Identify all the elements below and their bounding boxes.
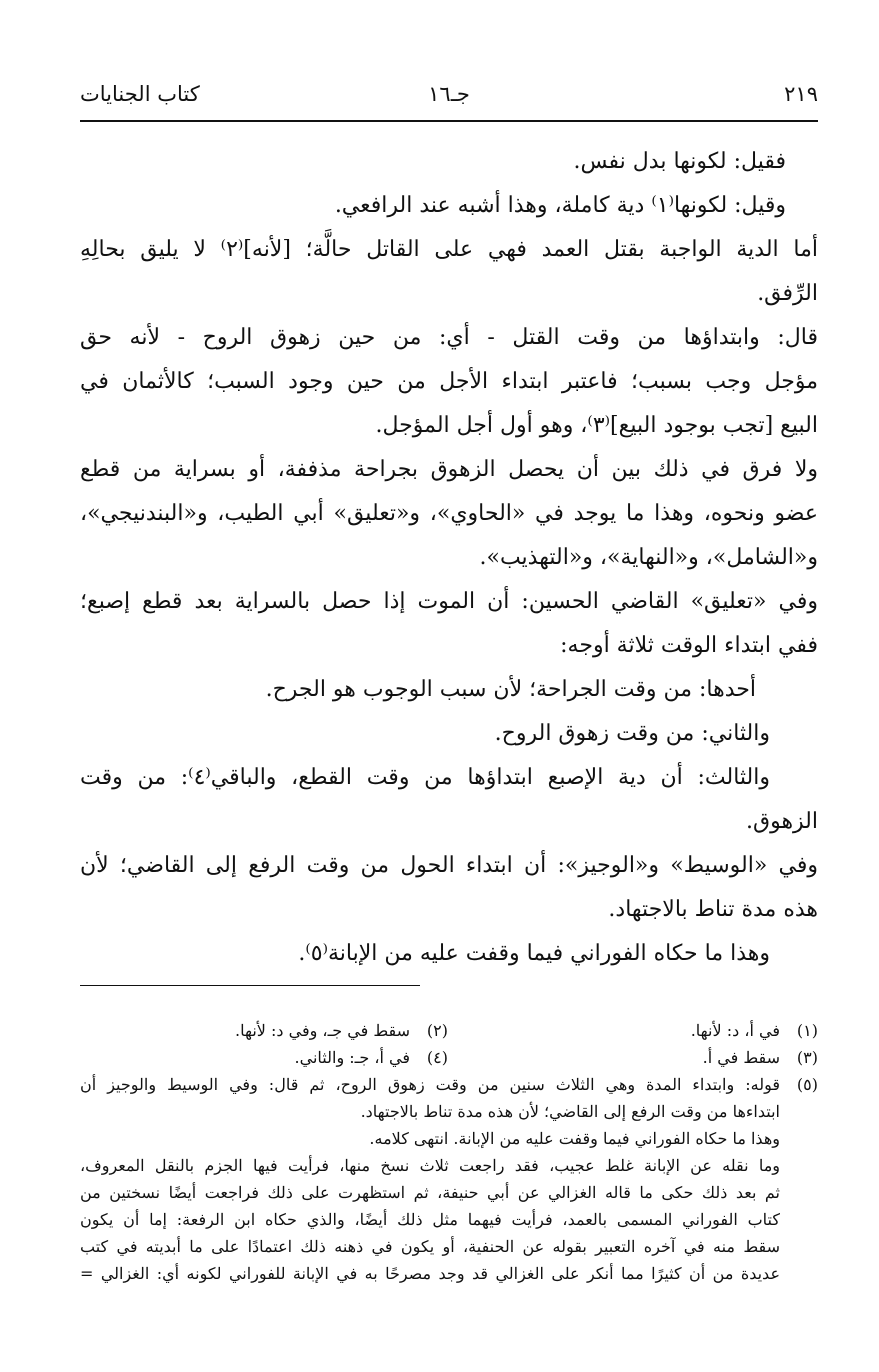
text-line: عضو ونحوه، وهذا ما يوجد في «الحاوي»، و«تعليق» أبي الطيب، و«البندنيجي»، — [80, 501, 818, 526]
footnote-text: سقط في أ. — [702, 1048, 780, 1067]
text-line: الزهوق. — [746, 809, 818, 834]
footnote-5-text: ابتداءها من وقت الرفع إلى القاضي؛ لأن هذه مدة تناط بالاجتهاد. — [360, 1102, 780, 1121]
main-text — [80, 140, 818, 976]
footnote-5-text: وهذا ما حكاه الفوراني فيما وقفت عليه من الإبانة. انتهى كلامه. — [369, 1129, 780, 1148]
footnote-5-text: وما نقله عن الإبانة غلط عجيب، فقد راجعت ثلاث نسخ منها، فرأيت فيها الجزم بالنقل المعروف، — [80, 1156, 780, 1175]
footnote-text: في أ، د: لأنها. — [690, 1021, 780, 1040]
footnotes — [80, 1017, 818, 1287]
text-line: وقيل: لكونها⁽١⁾ دية كاملة، وهذا أشبه عند الرافعي. — [334, 193, 786, 218]
text-line: وفي «تعليق» القاضي الحسين: أن الموت إذا حصل بالسراية بعد قطع إصبع؛ — [80, 589, 818, 614]
footnote-5-text: سقط منه في آخره التعبير بقوله عن الحنفية، أو يكون في ذهنه ذلك اعتمادًا على ما أبديته في كتب — [80, 1237, 781, 1256]
text-line: وهذا ما حكاه الفوراني فيما وقفت عليه من الإبانة⁽٥⁾. — [298, 941, 770, 966]
footnote-row — [80, 1044, 818, 1071]
text-line: أما الدية الواجبة بقتل العمد فهي على القاتل حالَّة؛ [لأنه]⁽٢⁾ لا يليق بحالِهِ — [80, 237, 818, 262]
footnote-5-line — [80, 1125, 818, 1152]
footnote-5-text: قوله: وابتداء المدة وهي الثلاث سنين من وقت زهوق الروح، ثم قال: وفي الوسيط والوجيز أن — [80, 1075, 780, 1094]
footnote-number: (٢) — [426, 1021, 448, 1040]
footnote-5-text: عديدة من أن كثيرًا مما أنكر على الغزالي قد وجد مصرحًا به في الإبانة للفوراني لكونه أي: الغزالي = — [80, 1264, 780, 1283]
text-line: فقيل: لكونها بدل نفس. — [573, 149, 786, 174]
footnote-5-line — [80, 1260, 818, 1287]
footnote-5-line — [80, 1179, 818, 1206]
footnote-5-line — [80, 1071, 818, 1098]
footnote-5-line — [80, 1233, 818, 1260]
footnote-2 — [88, 1017, 448, 1044]
text-line: مؤجل وجب بسبب؛ فاعتبر ابتداء الأجل من حين وجود السبب؛ كالأثمان في — [80, 369, 818, 394]
text-line: أحدها: من وقت الجراحة؛ لأن سبب الوجوب هو الجرح. — [265, 677, 756, 702]
text-line: البيع [تجب بوجود البيع]⁽٣⁾، وهو أول أجل المؤجل. — [375, 413, 818, 438]
footnote-5-line — [80, 1098, 818, 1125]
footnote-5-text: ثم بعد ذلك حكى ما قاله الغزالي عن أبي حنيفة، ثم استظهرت على ذلك فراجعت أيضًا نسختين من — [80, 1183, 780, 1202]
footnote-5-line — [80, 1206, 818, 1233]
footnote-4 — [88, 1044, 448, 1071]
footnote-number: (٤) — [426, 1048, 448, 1067]
footnote-row — [80, 1017, 818, 1044]
text-line: هذه مدة تناط بالاجتهاد. — [608, 897, 818, 922]
footnote-5-line — [80, 1152, 818, 1179]
page-number: ٢١٩ — [784, 82, 818, 106]
volume-label: جـ١٦ — [428, 82, 470, 106]
footnote-text: في أ، جـ: والثاني. — [294, 1048, 410, 1067]
footnote-text: سقط في جـ، وفي د: لأنها. — [235, 1021, 410, 1040]
text-line: ففي ابتداء الوقت ثلاثة أوجه: — [560, 633, 818, 658]
text-line: والثالث: أن دية الإصبع ابتداؤها من وقت القطع، والباقي⁽٤⁾: من وقت — [80, 765, 770, 790]
text-line: قال: وابتداؤها من وقت القتل - أي: من حين زهوق الروح - لأنه حق — [80, 325, 818, 350]
text-line: وفي «الوسيط» و«الوجيز»: أن ابتداء الحول من وقت الرفع إلى القاضي؛ لأن — [80, 853, 818, 878]
footnote-number: (٥) — [796, 1075, 818, 1094]
footnote-1 — [458, 1017, 818, 1044]
text-line: ولا فرق في ذلك بين أن يحصل الزهوق بجراحة مذففة، أو بسراية من قطع — [80, 457, 818, 482]
footnote-number: (٣) — [796, 1048, 818, 1067]
footnote-5-text: كتاب الفوراني المسمى بالعمد، فرأيت فيهما مثل ذلك أيضًا، والذي حكاه ابن الرفعة: إما أن يكون — [80, 1210, 780, 1229]
footnote-number: (١) — [796, 1021, 818, 1040]
book-title: كتاب الجنايات — [80, 82, 200, 106]
text-line: و«الشامل»، و«النهاية»، و«التهذيب». — [479, 545, 818, 570]
footnote-divider — [80, 985, 420, 986]
text-line: والثاني: من وقت زهوق الروح. — [494, 721, 770, 746]
text-line: الرِّفق. — [757, 281, 818, 306]
header-divider — [80, 120, 818, 122]
footnote-3 — [458, 1044, 818, 1071]
running-header — [80, 74, 818, 116]
